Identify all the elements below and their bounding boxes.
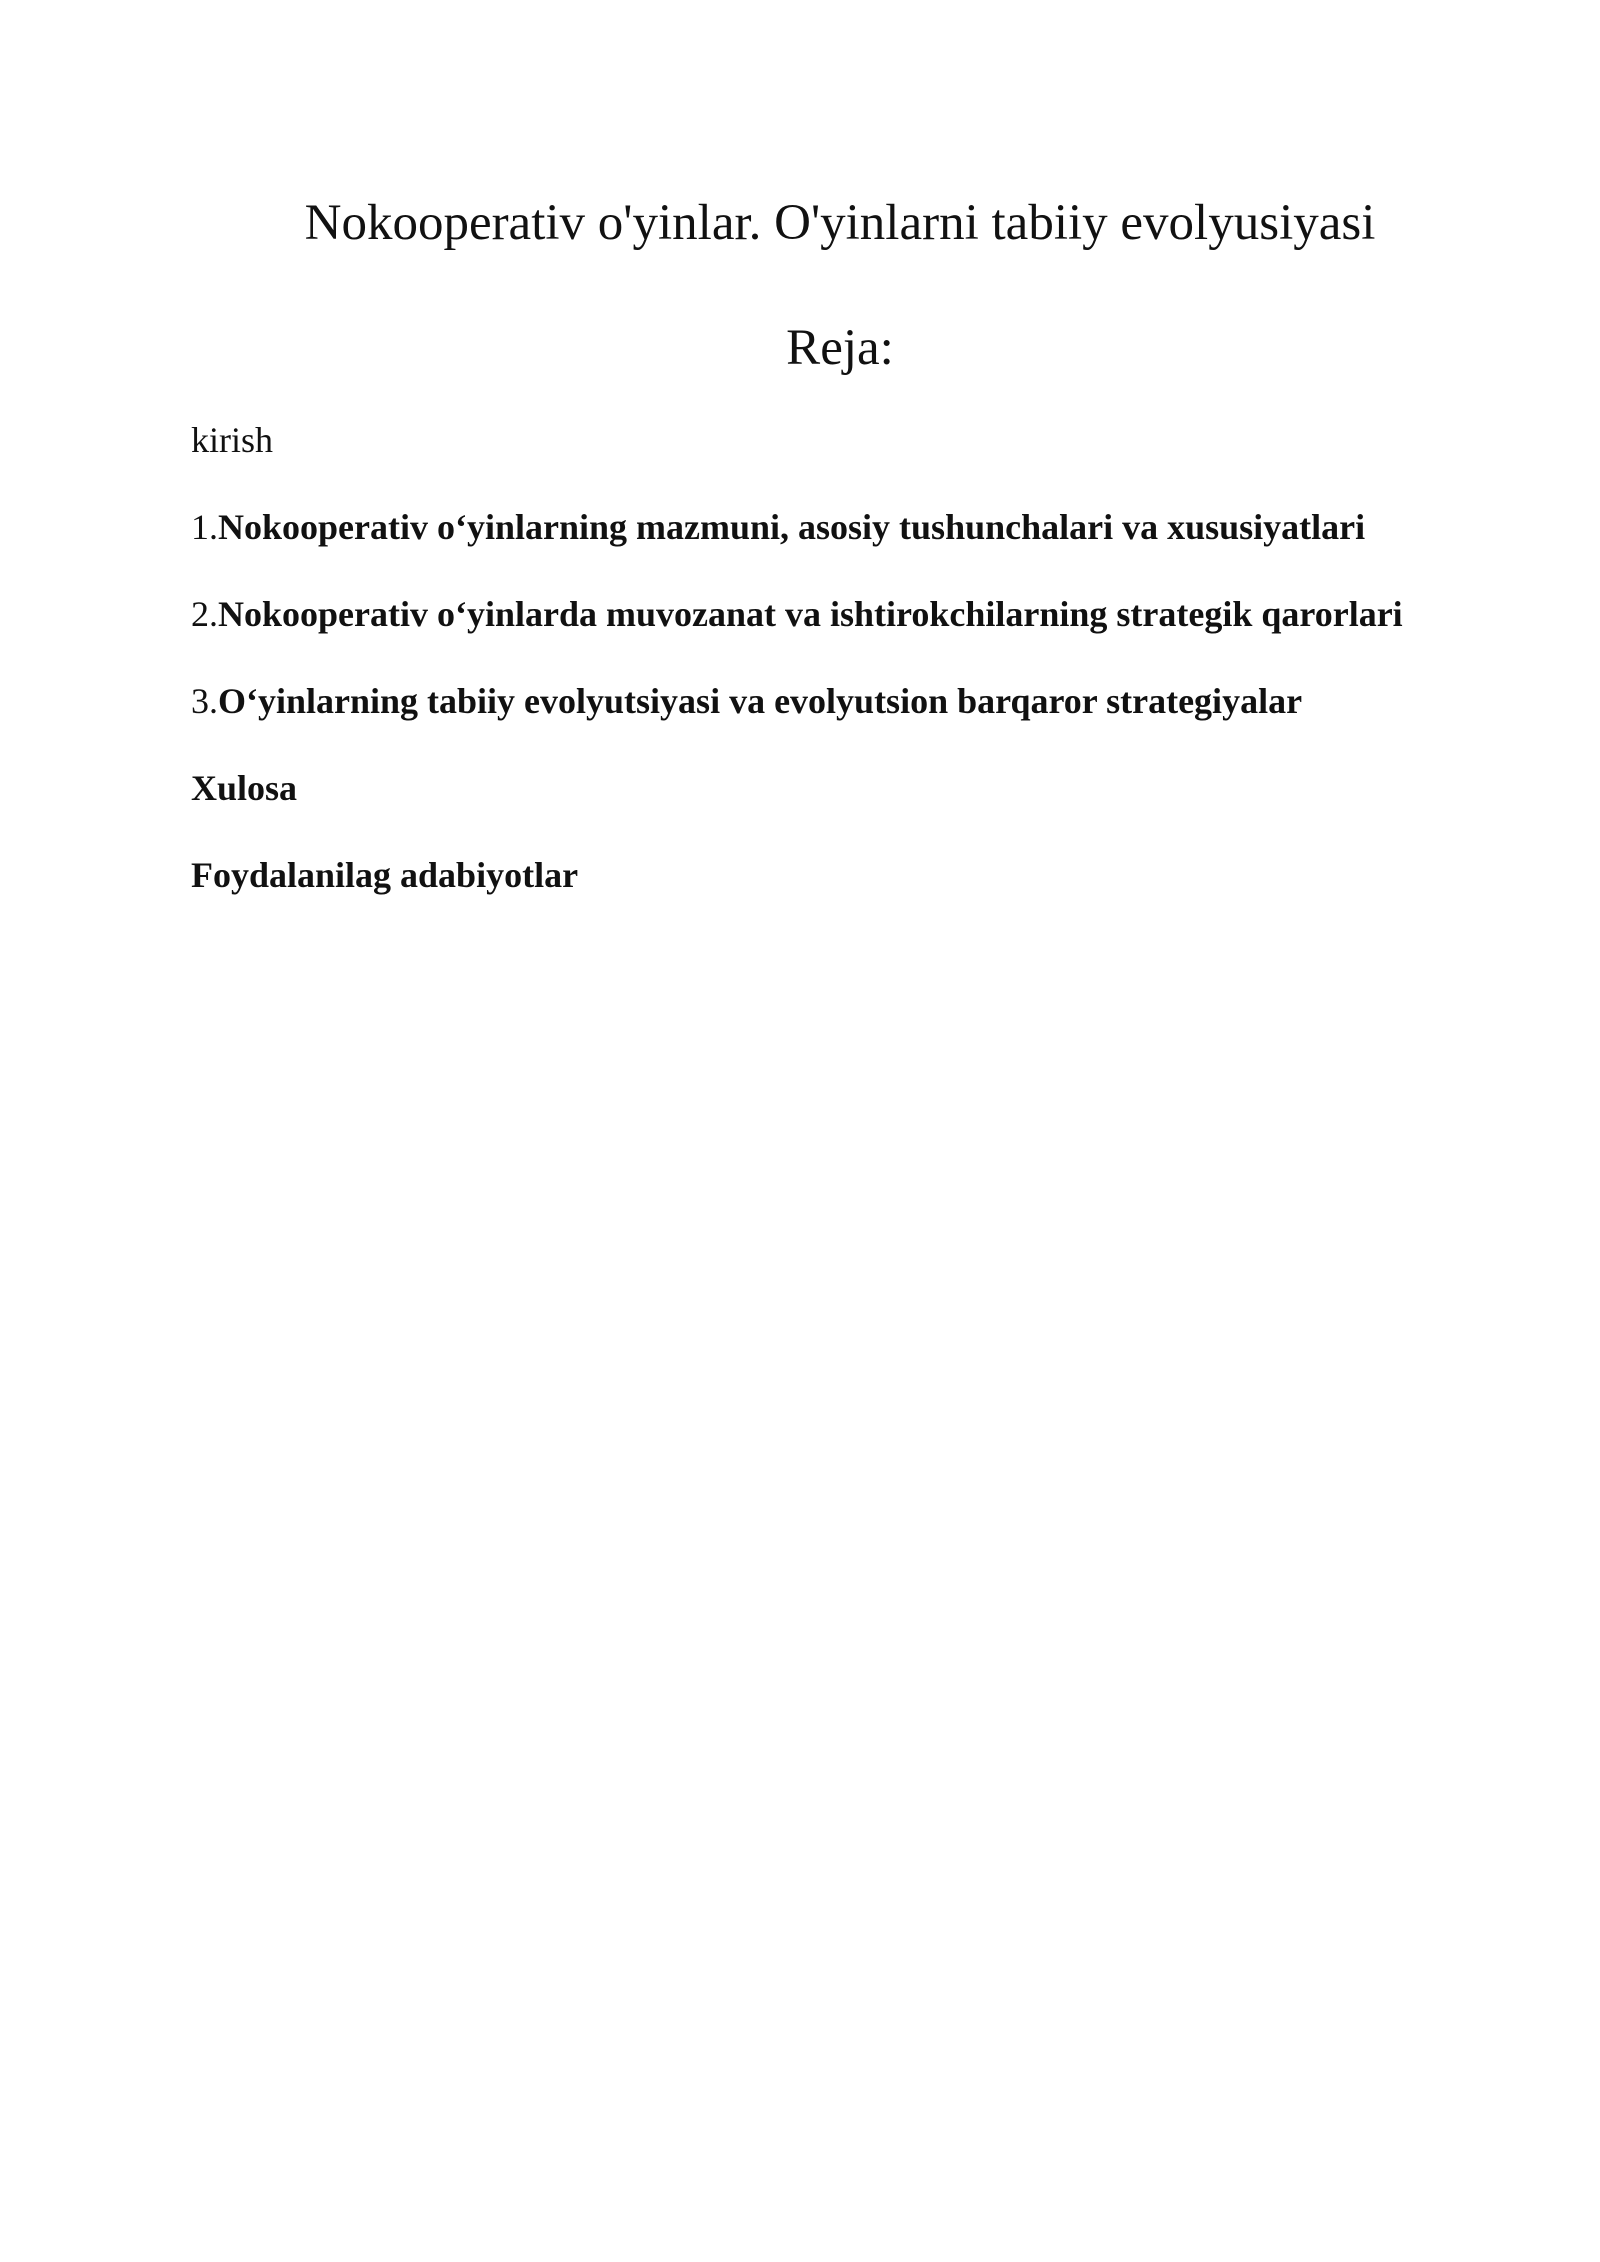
outline-item-number: 2.: [191, 594, 218, 634]
plan-heading: Reja:: [786, 320, 894, 376]
outline-item-2: [191, 592, 1403, 679]
outline-item-text: Nokooperativ o‘yinlarda muvozanat va ishtirokchilarning strategik qarorlari: [218, 594, 1403, 634]
outline-item-references: [191, 853, 1403, 940]
outline-item-3: [191, 679, 1403, 766]
outline-item-text: O‘yinlarning tabiiy evolyutsiyasi va evolyutsion barqaror strategiyalar: [218, 681, 1303, 721]
outline-item-conclusion: [191, 766, 1403, 853]
outline-item-text: kirish: [191, 420, 274, 460]
outline-item-1: [191, 505, 1403, 592]
outline-item-intro: [191, 418, 1403, 505]
outline-item-text: Xulosa: [191, 768, 298, 808]
document-title: Nokooperativ o'yinlar. O'yinlarni tabiiy evolyusiyasi: [304, 195, 1376, 251]
outline-item-text: Foydalanilag adabiyotlar: [191, 855, 579, 895]
outline-item-number: 1.: [191, 507, 218, 547]
outline-item-number: 3.: [191, 681, 218, 721]
plan-outline: [191, 418, 1403, 940]
outline-item-text: Nokooperativ o‘yinlarning mazmuni, asosiy tushunchalari va xususiyatlari: [218, 507, 1366, 547]
